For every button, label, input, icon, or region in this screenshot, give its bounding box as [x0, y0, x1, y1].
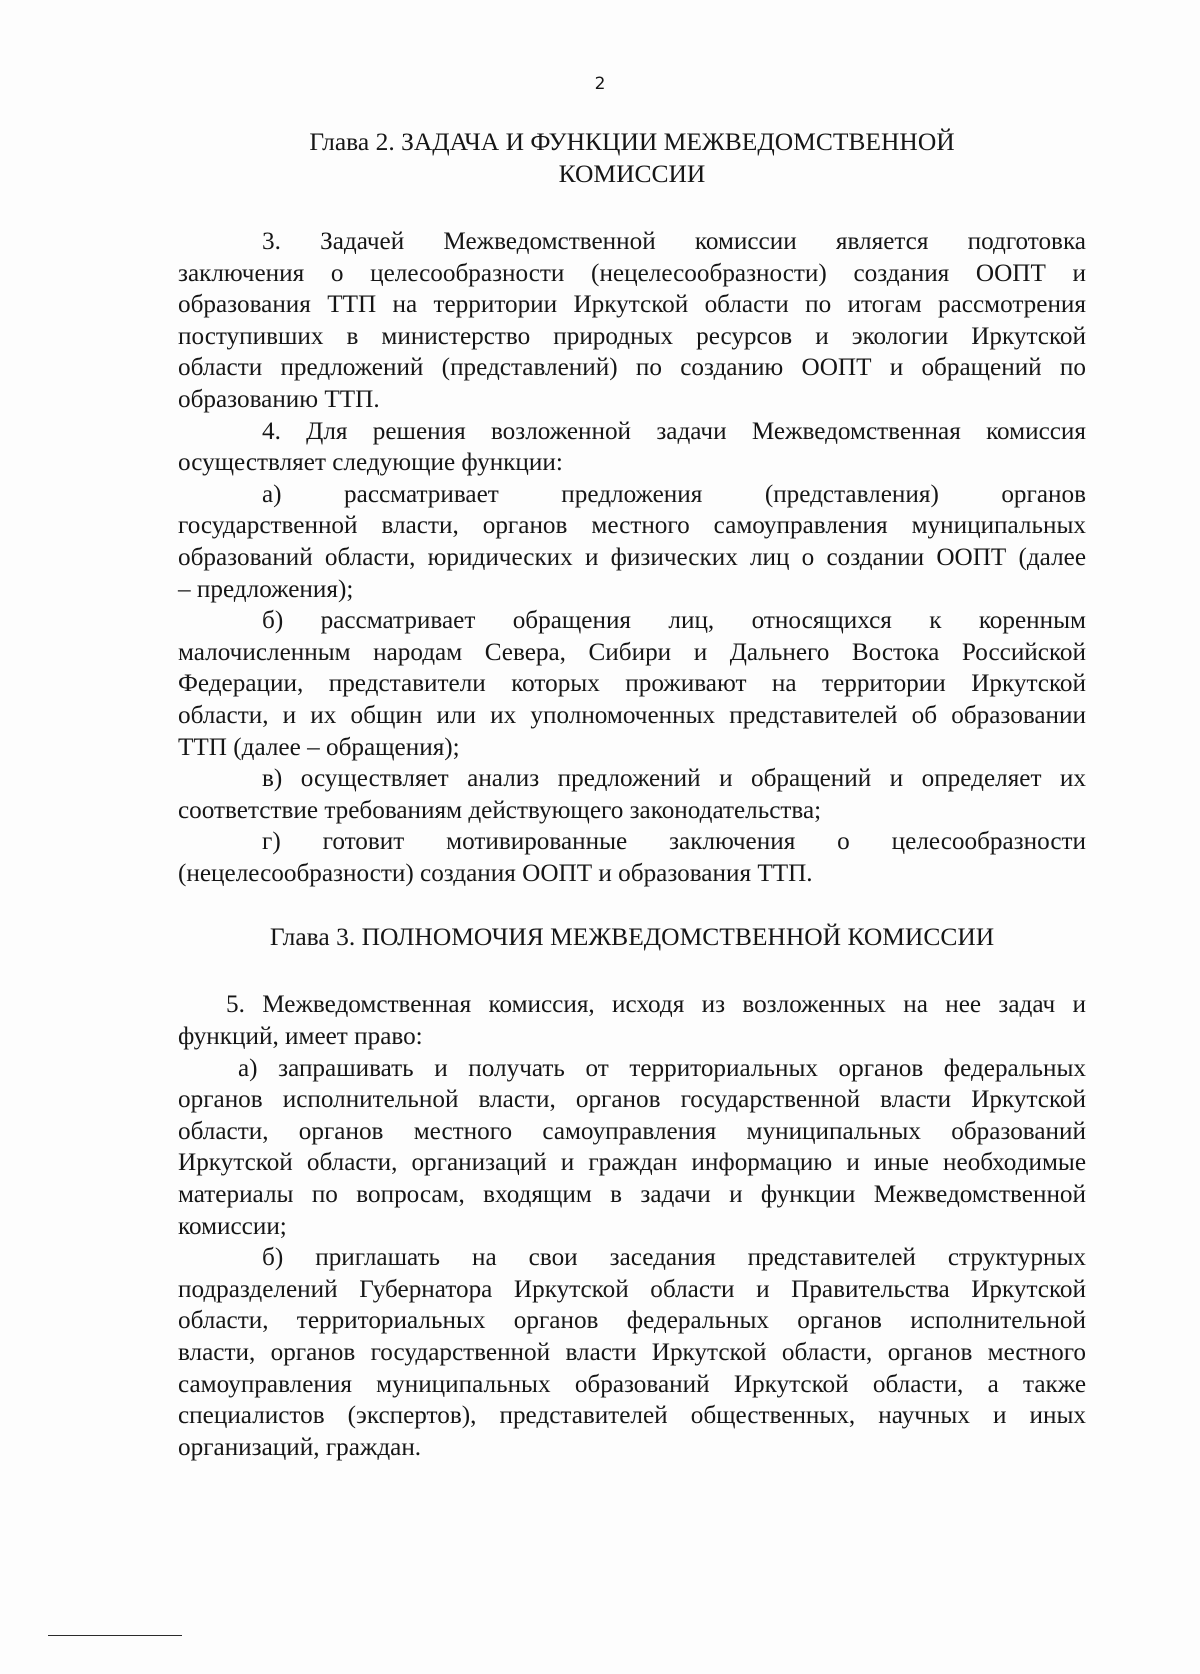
text-line: организаций, граждан. [178, 1433, 422, 1461]
chapter-2-title [178, 126, 1086, 190]
chapter3-paragraph [178, 989, 1086, 1052]
text-line: 3. Задачей Межведомственной комиссии является подготовка [262, 228, 1086, 255]
text-line: образований области, юридических и физических лиц о создании ООПТ (далее [178, 543, 1086, 571]
text-line: области предложений (представлений) по созданию ООПТ и обращений по [178, 354, 1086, 382]
text-line: области, территориальных органов федеральных органов исполнительной [178, 1307, 1086, 1335]
text-line: Иркутской области, организаций и граждан информацию и иные необходимые [178, 1149, 1086, 1177]
chapter-3-title: Глава 3. ПОЛНОМОЧИЯ МЕЖВЕДОМСТВЕННОЙ КОМИССИИ [269, 922, 995, 952]
text-line: в) осуществляет анализ предложений и обращений и определяет их [262, 765, 1086, 793]
chapter-2-title-line: КОМИССИИ [558, 159, 706, 188]
chapter2-paragraph [178, 226, 1086, 416]
text-line: – предложения); [178, 575, 354, 603]
text-line: самоуправления муниципальных образований Иркутской области, а также [178, 1370, 1086, 1398]
text-line: комиссии; [178, 1212, 287, 1240]
chapter-3-body [178, 989, 1086, 1463]
chapter3-paragraph [178, 1053, 1086, 1243]
text-line: поступивших в министерство природных ресурсов и экологии Иркутской [178, 322, 1086, 350]
chapter2-paragraph [178, 763, 1086, 826]
text-line: специалистов (экспертов), представителей общественных, научных и иных [178, 1402, 1086, 1430]
text-line: материалы по вопросам, входящим в задачи и функции Межведомственной [178, 1181, 1086, 1209]
text-line: ТТП (далее – обращения); [178, 733, 460, 761]
chapter2-paragraph [178, 479, 1086, 605]
text-line: государственной власти, органов местного самоуправления муниципальных [178, 512, 1086, 540]
text-line: области, органов местного самоуправления муниципальных образований [178, 1117, 1086, 1145]
text-line: заключения о целесообразности (нецелесообразности) создания ООПТ и [178, 259, 1086, 287]
text-line: подразделений Губернатора Иркутской области и Правительства Иркутской [178, 1275, 1086, 1303]
chapter2-paragraph [178, 826, 1086, 889]
text-line: 4. Для решения возложенной задачи Межведомственная комиссия [262, 417, 1086, 445]
chapter-2-body [178, 226, 1086, 889]
text-line: малочисленным народам Севера, Сибири и Дальнего Востока Российской [178, 638, 1086, 666]
text-line: образованию ТТП. [178, 385, 380, 413]
text-line: б) приглашать на свои заседания представителей структурных [262, 1244, 1086, 1272]
chapter3-paragraph [178, 1242, 1086, 1463]
text-line: власти, органов государственной власти Иркутской области, органов местного [178, 1339, 1086, 1366]
text-line: а) рассматривает предложения (представления) органов [262, 480, 1086, 508]
chapter2-paragraph [178, 605, 1086, 763]
footnote-separator-line [48, 1635, 182, 1636]
text-line: образования ТТП на территории Иркутской области по итогам рассмотрения [178, 291, 1086, 319]
document-body [178, 126, 1086, 1463]
text-line: г) готовит мотивированные заключения о целесообразности [262, 828, 1086, 856]
text-line: функций, имеет право: [178, 1023, 423, 1051]
text-line: а) запрашивать и получать от территориальных органов федеральных [238, 1054, 1086, 1082]
page-number: 2 [594, 74, 606, 94]
text-line: соответствие требованиям действующего законодательства; [178, 796, 822, 824]
text-line: Федерации, представители которых проживают на территории Иркутской [178, 670, 1086, 698]
text-line: области, и их общин или их уполномоченных представителей об образовании [178, 701, 1086, 729]
text-line: органов исполнительной власти, органов государственной власти Иркутской [178, 1086, 1086, 1114]
text-line: б) рассматривает обращения лиц, относящихся к коренным [262, 607, 1086, 635]
chapter-2-title-line: Глава 2. ЗАДАЧА И ФУНКЦИИ МЕЖВЕДОМСТВЕННОЙ [309, 127, 955, 156]
text-line: осуществляет следующие функции: [178, 449, 563, 477]
text-line: (нецелесообразности) создания ООПТ и образования ТТП. [178, 859, 813, 887]
text-line: 5. Межведомственная комиссия, исходя из возложенных на нее задач и [226, 991, 1086, 1019]
chapter2-paragraph [178, 416, 1086, 479]
